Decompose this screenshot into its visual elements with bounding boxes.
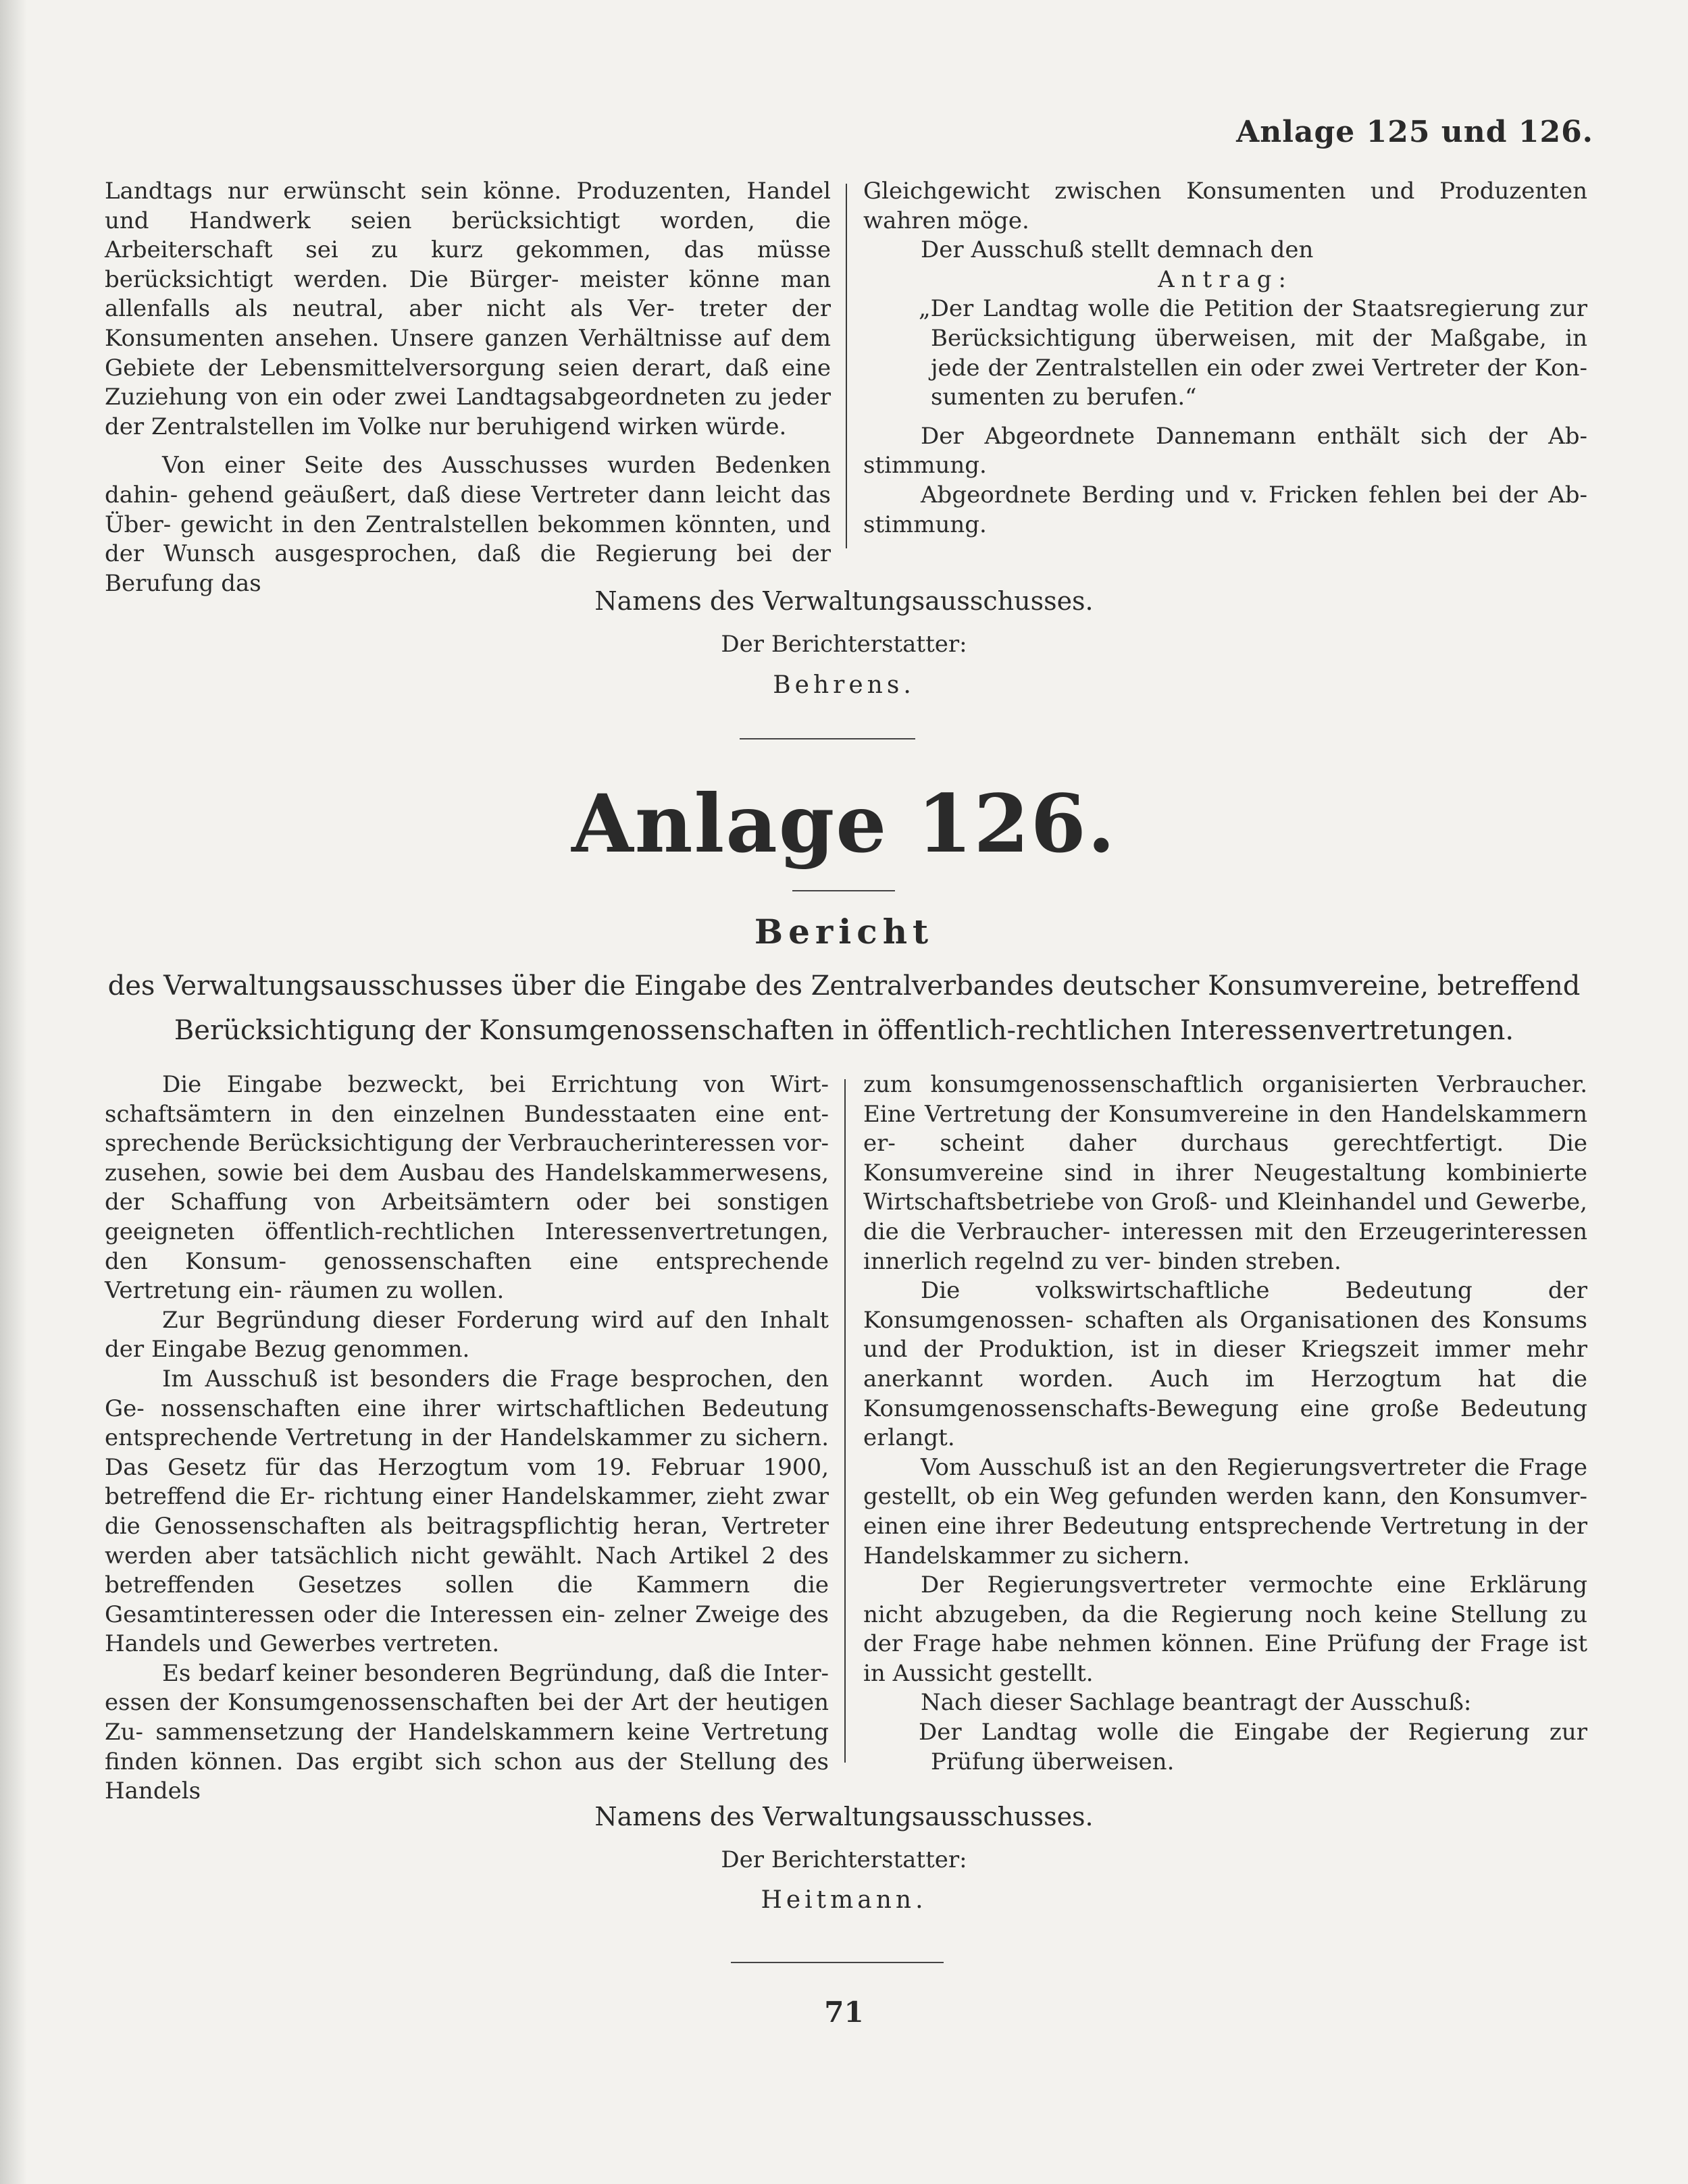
anlage-title: Anlage 126. xyxy=(571,777,1117,870)
a126-left-paragraph: Zur Begründung dieser Forderung wird auf den Inhalt der Eingabe Bezug genommen. xyxy=(105,1306,829,1363)
a125-right-paragraph: Abgeordnete Berding und v. Fricken fehlen bei der Ab- stimmung. xyxy=(863,481,1587,538)
a126-signature-name: Heitmann. xyxy=(761,1886,927,1914)
a126-antrag-text: Der Landtag wolle die Eingabe der Regierung zur Prüfung überweisen. xyxy=(919,1719,1587,1775)
closing-divider xyxy=(731,1962,944,1963)
a125-right-paragraph: Gleichgewicht zwischen Konsumenten und Produzenten wahren möge. xyxy=(863,178,1587,234)
a125-right-paragraph: Der Abgeordnete Dannemann enthält sich der Ab- stimmung. xyxy=(863,422,1587,479)
a126-signature-namens: Namens des Verwaltungsausschusses. xyxy=(594,1802,1094,1831)
a125-right-column xyxy=(863,177,1587,540)
a126-left-paragraph: Im Ausschuß ist besonders die Frage besprochen, den Ge- nossenschaften eine ihrer wirtschaftlichen Bedeutung entsprechende Vertretung in der Handelskammer zu sichern. Das Gesetz für das Herzogtum vom 19. Februar 1900, betreffend die Er- richtung einer Handelskammer, zieht zwar die Genossenschaften als beitragspflichtig heran, Vertreter werden aber tatsächlich nicht gewählt. Nach Artikel 2 des betreffenden Gesetzes sollen die Kammern die Gesamtinteressen oder die Interessen ein- zelner Zweige des Handels und Gewerbes vertreten. xyxy=(105,1365,829,1658)
column-divider xyxy=(844,1079,846,1763)
a126-right-paragraph: zum konsumgenossenschaftlich organisierten Verbraucher. Eine Vertretung der Konsumvereine in den Handelskammern er- scheint daher durchaus gerechtfertigt. Die Konsumvereine sind in ihrer Neugestaltung kombinierte Wirtschaftsbetriebe von Groß- und Kleinhandel und Gewerbe, die die Verbraucher- interessen mit den Erzeugerinteressen innerlich regelnd zu ver- binden streben. xyxy=(863,1071,1587,1275)
title-divider xyxy=(792,890,895,891)
a125-signature-namens: Namens des Verwaltungsausschusses. xyxy=(594,586,1094,616)
page-number: 71 xyxy=(824,1996,864,2029)
a125-left-paragraph: Von einer Seite des Ausschusses wurden Bedenken dahin- gehend geäußert, daß diese Vertreter dann leicht das Über- gewicht in den Zentralstellen bekommen könnten, und der Wunsch ausgesprochen, daß die Regierung bei der Berufung das xyxy=(105,452,831,597)
a125-left-paragraph: Landtags nur erwünscht sein könne. Produzenten, Handel und Handwerk seien berücksichtigt worden, die Arbeiterschaft sei zu kurz gekommen, das müsse berücksichtigt werden. Die Bürger- meister könne man allenfalls als neutral, aber nicht als Ver- treter der Konsumenten ansehen. Unsere ganzen Verhältnisse auf dem Gebiete der Lebensmittelversorgung seien derart, daß eine Zuziehung von ein oder zwei Landtagsabgeordneten zu jeder der Zentralstellen im Volke nur beruhigend wirken würde. xyxy=(105,178,831,440)
column-divider xyxy=(846,184,847,548)
a126-left-column xyxy=(105,1070,829,1806)
a126-right-paragraph: Die volkswirtschaftliche Bedeutung der Konsumgenossen- schaften als Organisationen des Konsums und der Produktion, ist in dieser Kriegszeit immer mehr anerkannt worden. Auch im Herzogtum hat die Konsumgenossenschafts-Bewegung eine große Bedeutung erlangt. xyxy=(863,1277,1587,1452)
a126-left-paragraph: Es bedarf keiner besonderen Begründung, daß die Inter- essen der Konsumgenossenschaften bei der Art der heutigen Zu- sammensetzung der Handelskammern keine Vertretung finden können. Das ergibt sich schon aus der Stellung des Handels xyxy=(105,1659,829,1805)
a126-right-paragraph: Der Regierungsvertreter vermochte eine Erklärung nicht abzugeben, da die Regierung noch keine Stellung zu der Frage habe nehmen können. Eine Prüfung der Frage ist in Aussicht gestellt. xyxy=(863,1571,1587,1687)
a126-left-paragraph: Die Eingabe bezweckt, bei Errichtung von Wirt- schaftsämtern in den einzelnen Bundesstaaten eine ent- sprechende Berücksichtigung der Verbraucherinteressen vor- zusehen, sowie bei dem Ausbau des Handelskammerwesens, der Schaffung von Arbeitsämtern oder bei sonstigen geeigneten öffentlich-rechtlichen Interessenvertretungen, den Konsum- genossenschaften eine entsprechende Vertretung ein- räumen zu wollen. xyxy=(105,1071,829,1305)
bericht-subtitle-line-1: des Verwaltungsausschusses über die Eingabe des Zentralverbandes deutscher Konsumvereine, betreffend xyxy=(107,970,1581,1002)
a126-right-paragraph: Nach dieser Sachlage beantragt der Ausschuß: xyxy=(921,1689,1472,1717)
a125-signature-name: Behrens. xyxy=(773,671,915,699)
bericht-heading: Bericht xyxy=(754,912,934,952)
a125-signature-role: Der Berichterstatter: xyxy=(721,631,967,658)
antrag-heading: Antrag: xyxy=(1158,265,1293,293)
a126-signature-role: Der Berichterstatter: xyxy=(721,1846,967,1873)
a126-right-paragraph: Vom Ausschuß ist an den Regierungsvertreter die Frage gestellt, ob ein Weg gefunden werden kann, den Konsumver- einen eine ihrer Bedeutung entsprechende Vertretung in der Handelskammer zu sichern. xyxy=(863,1453,1587,1569)
running-head: Anlage 125 und 126. xyxy=(1236,115,1593,149)
a125-left-column xyxy=(105,177,831,598)
a126-right-column xyxy=(863,1070,1587,1777)
section-divider xyxy=(740,738,915,739)
antrag-quote: „Der Landtag wolle die Petition der Staatsregierung zur Berücksichtigung überweisen, mit der Maßgabe, in jede der Zentralstellen ein oder zwei Vertreter der Kon- sumenten zu berufen.“ xyxy=(919,295,1587,411)
bericht-subtitle-line-2: Berücksichtigung der Konsumgenossenschaften in öffentlich-rechtlichen Interessenvertretungen. xyxy=(174,1015,1514,1046)
a125-right-paragraph: Der Ausschuß stellt demnach den xyxy=(921,236,1314,264)
